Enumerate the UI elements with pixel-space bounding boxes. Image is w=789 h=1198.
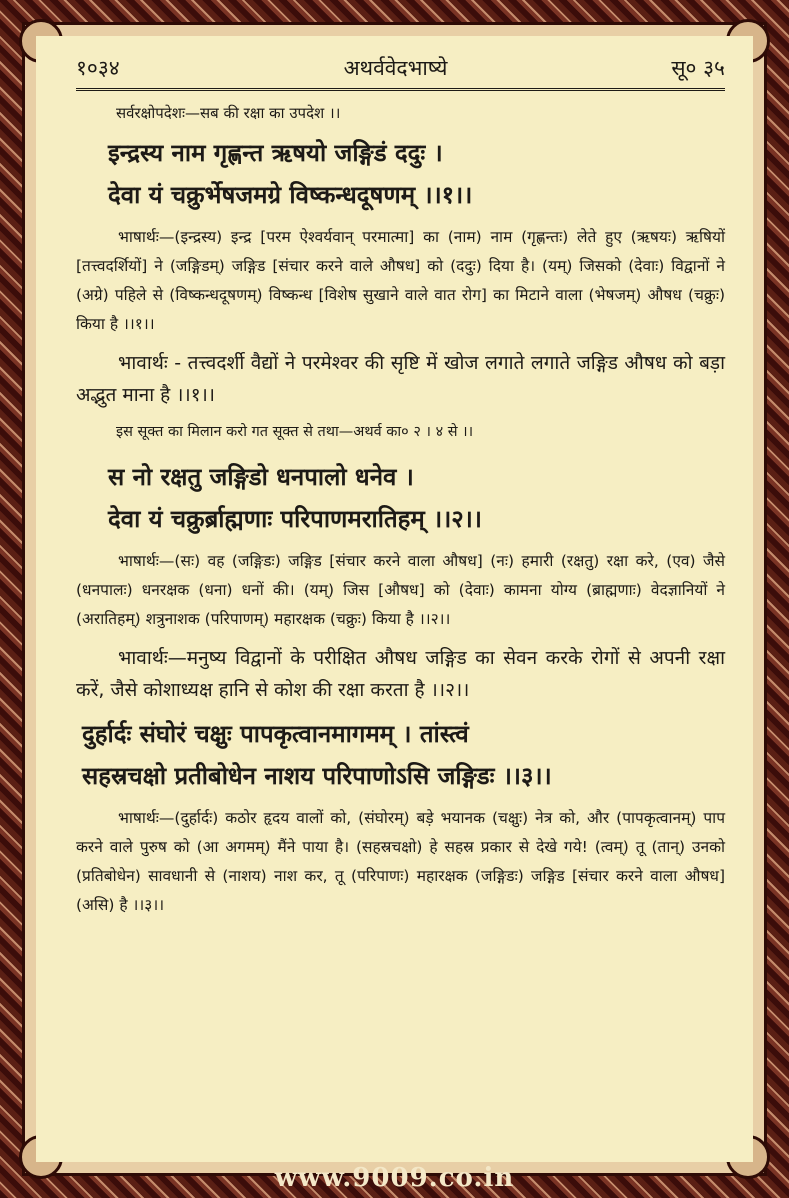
intro-line: सर्वरक्षोपदेशः—सब की रक्षा का उपदेश ।। bbox=[116, 104, 341, 122]
bhavartha-2: भावार्थः—मनुष्य विद्वानों के परीक्षित औषध जङ्गिड का सेवन करके रोगों से अपनी रक्षा करें, जैसे कोशाध्यक्ष हानि से कोश की रक्षा करता है ।।२।। bbox=[76, 647, 725, 701]
bhashartha-2: भाषार्थः—(सः) वह (जङ्गिडः) जङ्गिड [संचार करने वाला औषध] (नः) हमारी (रक्षतु) रक्षा करे, (एव) जैसे (धनपालः) धनरक्षक (धना) धनों की। (यम्) जिस [औषध] को (देवाः) कामना योग्य (ब्राह्मणाः) वेदज्ञानियों ने (अरातिहम्) शत्रुनाशक (परिपाणम्) महारक्षक (चक्रुः) किया है ।।२।। bbox=[76, 552, 725, 628]
page-header bbox=[76, 54, 725, 91]
website-footer[interactable]: www.9009.co.in bbox=[274, 1163, 515, 1193]
mantra-2-line-2: देवा यं चक्रुर्ब्राह्मणाः परिपाणमरातिहम् ।।२।। bbox=[108, 504, 482, 533]
bhavartha-1: भावार्थः - तत्त्वदर्शी वैद्यों ने परमेश्वर की सृष्टि में खोज लगाते लगाते जङ्गिड औषध को बड़ा अद्भुत माना है ।।१।। bbox=[76, 352, 725, 406]
book-title: अथर्ववेदभाष्ये bbox=[343, 56, 448, 80]
reference-note: इस सूक्त का मिलान करो गत सूक्त से तथा—अथर्व का० २ । ४ से ।। bbox=[116, 424, 474, 440]
mantra-1-line-2: देवा यं चक्रुर्भेषजमग्रे विष्कन्धदूषणम् ।।१।। bbox=[108, 180, 473, 209]
page-number: १०३४ bbox=[76, 56, 120, 80]
bhashartha-1: भाषार्थः—(इन्द्रस्य) इन्द्र [परम ऐश्वर्यवान् परमात्मा] का (नाम) नाम (गृह्णन्तः) लेते हुए (ऋषयः) ऋषियों [तत्त्वदर्शियों] ने (जङ्गिडम्) जङ्गिड [संचार करने वाले औषध] को (ददुः) दिया है। (यम्) जिसको (देवाः) विद्वानों ने (अग्रे) पहिले से (विष्कन्धदूषणम्) विष्कन्ध [विशेष सुखाने वाले वात रोग] का मिटाने वाला (भेषजम्) औषध (चक्रुः) किया है ।।१।। bbox=[76, 228, 725, 333]
bhashartha-3: भाषार्थः—(दुर्हार्दः) कठोर हृदय वालों को, (संघोरम्) बड़े भयानक (चक्षुः) नेत्र को, और (पापकृत्वानम्) पाप करने वाले पुरुष को (आ अगमम्) मैंने पाया है। (सहस्रचक्षो) हे सहस्र प्रकार से देखे गये! (त्वम्) तू (तान्) उनको (प्रतिबोधेन) सावधानी से (नाशय) नाश कर, तू (परिपाणः) महारक्षक (जङ्गिडः) जङ्गिड [संचार करने वाला औषध] (असि) है ।।३।। bbox=[76, 809, 725, 914]
sukta-number: सू० ३५ bbox=[671, 56, 725, 80]
mantra-3-line-2: सहस्रचक्षो प्रतीबोधेन नाशय परिपाणोऽसि जङ्गिडः ।।३।। bbox=[82, 761, 552, 790]
mantra-2-line-1: स नो रक्षतु जङ्गिडो धनपालो धनेव । bbox=[108, 462, 414, 491]
mantra-3-line-1: दुर्हार्दः संघोरं चक्षुः पापकृत्वानमागमम् । तांस्त्वं bbox=[82, 719, 469, 748]
mantra-1-line-1: इन्द्रस्य नाम गृह्णन्त ऋषयो जङ्गिडं ददुः । bbox=[108, 138, 443, 167]
book-page bbox=[36, 36, 753, 1162]
